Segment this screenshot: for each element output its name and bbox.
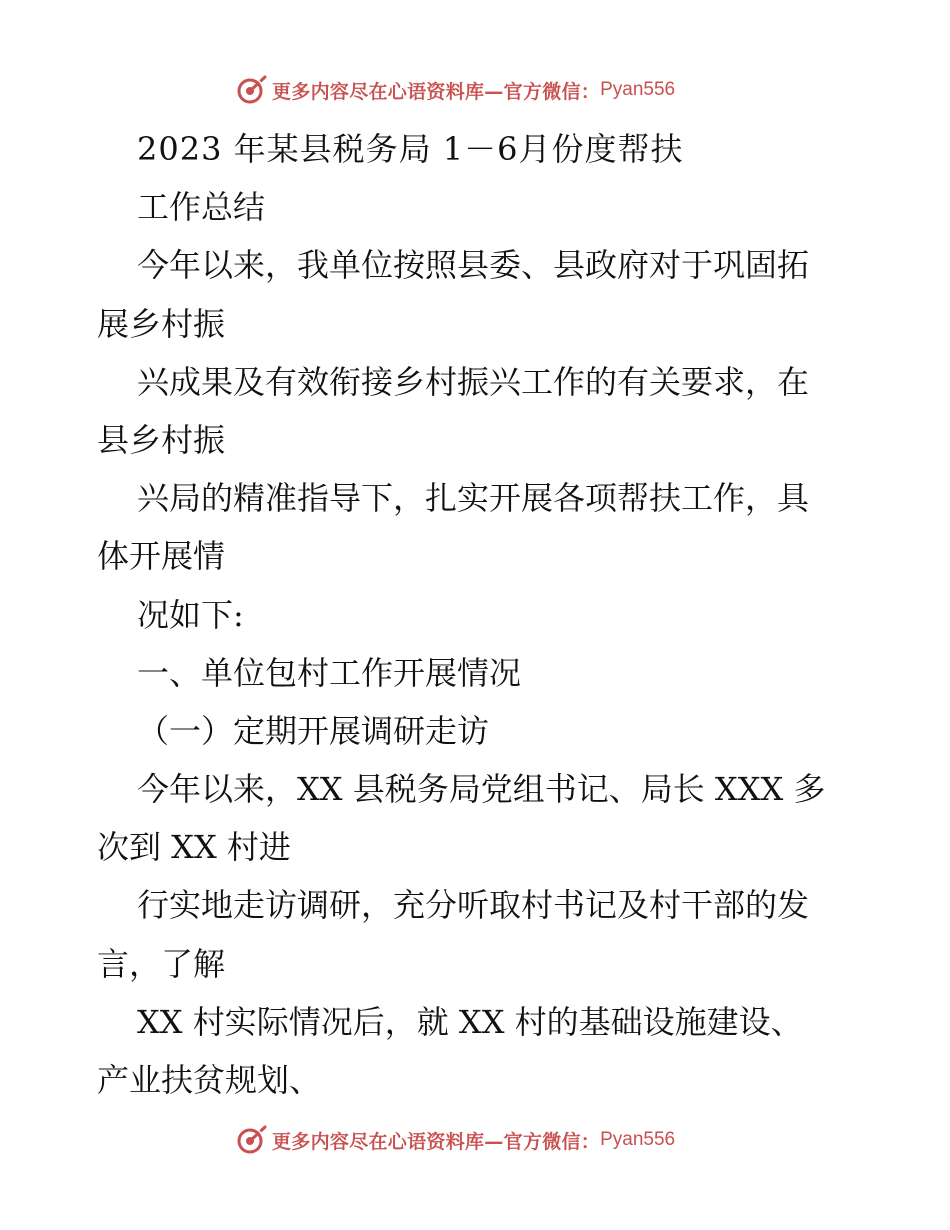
paragraph-line: 言，了解 bbox=[97, 944, 226, 983]
section-heading: 一、单位包村工作开展情况 bbox=[137, 653, 522, 692]
paragraph-line: 今年以来，我单位按照县委、县政府对于巩固拓 bbox=[137, 246, 810, 285]
paragraph-line: 次到 XX 村进 bbox=[97, 828, 291, 867]
document-body bbox=[97, 120, 857, 1109]
paragraph-line: 体开展情 bbox=[97, 537, 226, 576]
paragraph-line: 县乡村振 bbox=[97, 420, 226, 459]
document-title-line-2: 工作总结 bbox=[137, 188, 266, 227]
watermark-wechat-id: Pyan556 bbox=[600, 1129, 676, 1150]
paragraph-line: 兴局的精准指导下，扎实开展各项帮扶工作，具 bbox=[137, 479, 810, 518]
paragraph-line: 展乡村振 bbox=[97, 304, 226, 343]
paragraph-line: 况如下: bbox=[137, 595, 244, 634]
watermark-text: 更多内容尽在心语资料库—官方微信： bbox=[272, 1130, 601, 1153]
paragraph-line: XX 村实际情况后，就 XX 村的基础设施建设、 bbox=[137, 1002, 803, 1041]
watermark-wechat-id: Pyan556 bbox=[600, 79, 676, 100]
paragraph-line: 兴成果及有效衔接乡村振兴工作的有关要求，在 bbox=[137, 362, 810, 401]
paragraph-line: 今年以来，XX 县税务局党组书记、局长 XXX 多 bbox=[137, 770, 826, 809]
watermark-text: 更多内容尽在心语资料库—官方微信： bbox=[272, 80, 601, 103]
paragraph-line: 产业扶贫规划、 bbox=[97, 1061, 322, 1099]
header-watermark bbox=[236, 73, 675, 107]
pen-logo-icon bbox=[236, 1124, 268, 1156]
subsection-heading: （一）定期开展调研走访 bbox=[137, 711, 490, 750]
paragraph-line: 行实地走访调研，充分听取村书记及村干部的发 bbox=[137, 886, 810, 925]
footer-watermark bbox=[236, 1123, 675, 1157]
pen-logo-icon bbox=[236, 74, 268, 106]
document-title-line-1: 2023 年某县税务局 1－6月份度帮扶 bbox=[137, 130, 684, 168]
